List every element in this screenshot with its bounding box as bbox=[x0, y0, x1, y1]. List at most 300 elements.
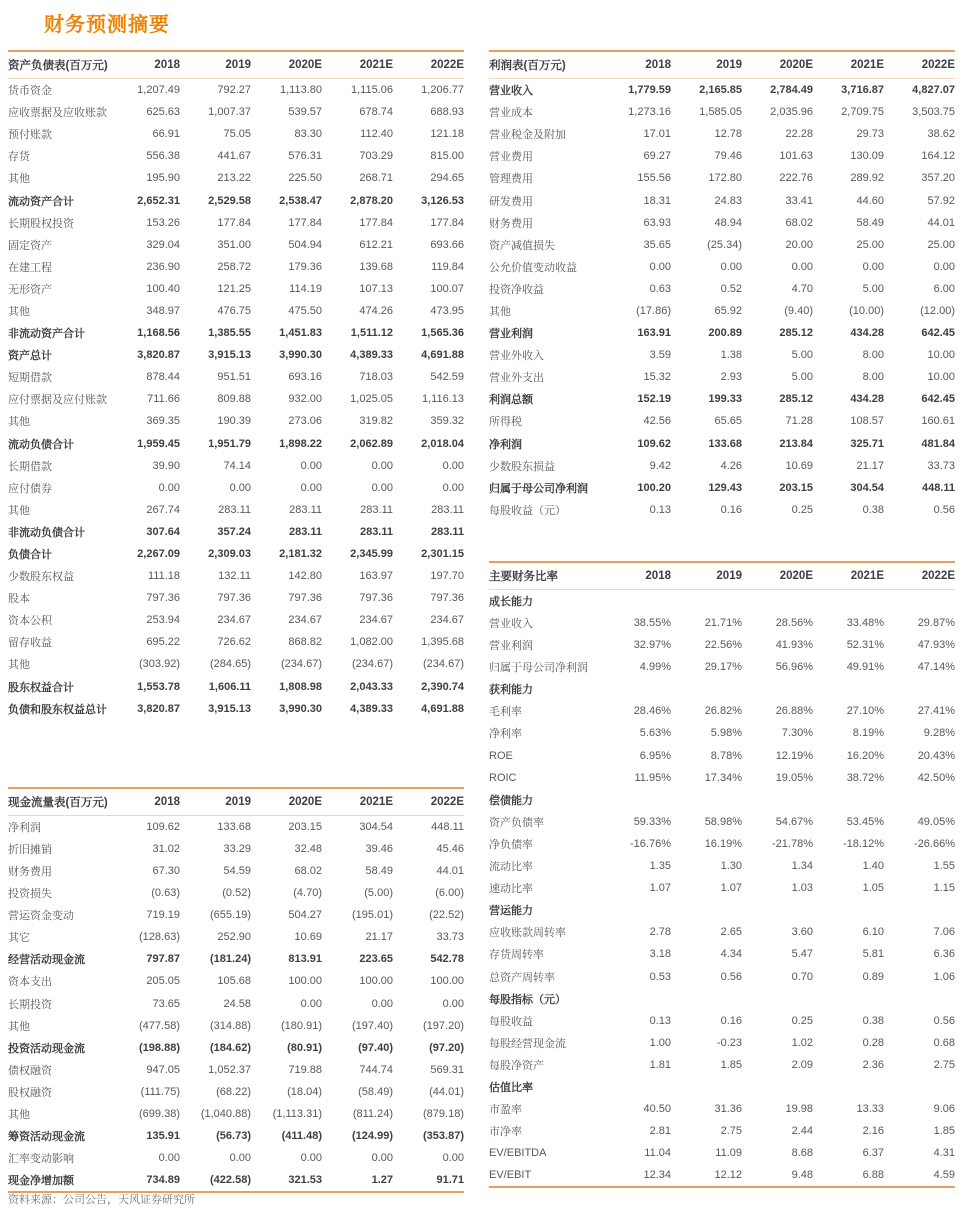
row-label: 筹资活动现金流 bbox=[8, 1131, 85, 1144]
cell-value: 236.90 bbox=[146, 260, 180, 273]
cell-value: 434.28 bbox=[850, 327, 884, 340]
cell-value: 1.02 bbox=[791, 1036, 813, 1049]
table-row bbox=[489, 612, 955, 634]
cell-value: 1,565.36 bbox=[421, 327, 464, 340]
cell-value: 1,951.79 bbox=[208, 437, 251, 450]
cell-value: 57.92 bbox=[927, 194, 955, 207]
table-row bbox=[8, 948, 464, 970]
cell-value: 0.00 bbox=[649, 260, 671, 273]
cell-value: 612.21 bbox=[359, 238, 393, 251]
cell-value: (181.24) bbox=[210, 953, 251, 966]
cell-value: 105.68 bbox=[217, 975, 251, 988]
cell-value: (128.63) bbox=[139, 931, 180, 944]
row-label: 偿债能力 bbox=[489, 794, 533, 807]
cell-value: 9.42 bbox=[649, 459, 671, 472]
cell-value: 4,389.33 bbox=[350, 349, 393, 362]
cell-value: -21.78% bbox=[772, 837, 813, 850]
cell-value: 153.26 bbox=[146, 216, 180, 229]
cell-value: 359.32 bbox=[430, 415, 464, 428]
row-label: ROIC bbox=[489, 771, 517, 784]
row-label: 毛利率 bbox=[489, 706, 522, 719]
cell-value: 947.05 bbox=[146, 1063, 180, 1076]
cell-value: 119.84 bbox=[431, 260, 464, 273]
cell-value: 726.62 bbox=[217, 636, 251, 649]
table-title: 资产负债表(百万元) bbox=[8, 60, 108, 72]
row-label: 股本 bbox=[8, 593, 30, 606]
cell-value: 2.36 bbox=[862, 1058, 884, 1071]
table-row bbox=[8, 587, 464, 609]
cell-value: 4.31 bbox=[933, 1147, 955, 1160]
cell-value: 1,385.55 bbox=[208, 327, 251, 340]
cell-value: 283.11 bbox=[359, 525, 393, 538]
right-column bbox=[489, 50, 955, 1188]
cell-value: 0.00 bbox=[300, 459, 322, 472]
cell-value: 1,273.16 bbox=[628, 106, 671, 119]
cell-value: 0.89 bbox=[862, 970, 884, 983]
cell-value: 0.00 bbox=[933, 260, 955, 273]
cell-value: 33.41 bbox=[785, 194, 813, 207]
cell-value: (477.58) bbox=[139, 1019, 180, 1032]
cell-value: 73.65 bbox=[152, 997, 180, 1010]
cell-value: 38.72% bbox=[846, 771, 884, 784]
cell-value: 25.00 bbox=[856, 238, 884, 251]
cell-value: 6.00 bbox=[933, 282, 955, 295]
cell-value: 1.38 bbox=[720, 349, 742, 362]
cell-value: 797.36 bbox=[430, 592, 464, 605]
table-header-row bbox=[8, 50, 464, 79]
cell-value: 65.92 bbox=[714, 304, 742, 317]
table-row bbox=[8, 565, 464, 587]
table-row bbox=[8, 838, 464, 860]
cell-value: 213.84 bbox=[779, 437, 813, 450]
row-label: EV/EBITDA bbox=[489, 1147, 547, 1160]
cell-value: 28.56% bbox=[775, 617, 813, 630]
cell-value: 319.82 bbox=[359, 415, 393, 428]
table-row bbox=[489, 833, 955, 855]
cell-value: 1.00 bbox=[649, 1036, 671, 1049]
cell-value: 38.62 bbox=[927, 128, 955, 141]
cell-value: 39.90 bbox=[152, 459, 180, 472]
row-label: 债权融资 bbox=[8, 1064, 52, 1077]
table-row bbox=[489, 189, 955, 211]
table-row bbox=[8, 455, 464, 477]
cell-value: 642.45 bbox=[921, 393, 955, 406]
cell-value: 5.47 bbox=[791, 948, 813, 961]
cell-value: 5.00 bbox=[791, 371, 813, 384]
cell-value: (97.20) bbox=[429, 1041, 464, 1054]
cell-value: (1,040.88) bbox=[200, 1107, 251, 1120]
cell-value: 0.13 bbox=[649, 503, 671, 516]
cell-value: 556.38 bbox=[146, 150, 180, 163]
cell-value: 1,511.12 bbox=[350, 327, 393, 340]
cell-value: 152.19 bbox=[637, 393, 671, 406]
cell-value: 1.85 bbox=[720, 1058, 742, 1071]
row-label: 投资净收益 bbox=[489, 283, 544, 296]
cell-value: 688.93 bbox=[430, 106, 464, 119]
cell-value: 203.15 bbox=[779, 481, 813, 494]
cell-value: 348.97 bbox=[146, 304, 180, 317]
financial-ratios-table bbox=[489, 561, 955, 1189]
cell-value: 21.17 bbox=[365, 931, 393, 944]
cell-value: 1,115.06 bbox=[350, 84, 393, 97]
table-row bbox=[8, 1125, 464, 1147]
cell-value: 0.63 bbox=[649, 282, 671, 295]
cell-value: 45.46 bbox=[436, 842, 464, 855]
table-row bbox=[489, 767, 955, 789]
cell-value: (68.22) bbox=[216, 1085, 251, 1098]
row-label: 财务费用 bbox=[8, 865, 52, 878]
cell-value: 1.05 bbox=[862, 882, 884, 895]
cell-value: 1.35 bbox=[649, 860, 671, 873]
cell-value: 1,025.05 bbox=[350, 393, 393, 406]
cell-value: 12.78 bbox=[714, 128, 742, 141]
cell-value: 711.66 bbox=[147, 393, 180, 406]
cell-value: 0.16 bbox=[720, 1014, 742, 1027]
cell-value: -0.23 bbox=[716, 1036, 742, 1049]
cell-value: 112.40 bbox=[360, 128, 393, 141]
cell-value: 38.55% bbox=[633, 617, 671, 630]
table-row bbox=[489, 1164, 955, 1186]
cell-value: 0.68 bbox=[933, 1036, 955, 1049]
cell-value: 473.95 bbox=[430, 304, 464, 317]
cell-value: 56.96% bbox=[775, 661, 813, 674]
cell-value: 0.00 bbox=[442, 1152, 464, 1165]
cell-value: 718.03 bbox=[359, 371, 393, 384]
cell-value: 0.56 bbox=[933, 1014, 955, 1027]
cell-value: 2,309.03 bbox=[208, 548, 251, 561]
cell-value: 3,503.75 bbox=[912, 106, 955, 119]
cell-value: 0.00 bbox=[158, 481, 180, 494]
year-header: 2019 bbox=[225, 59, 251, 71]
cell-value: 719.19 bbox=[146, 909, 180, 922]
cell-value: 797.36 bbox=[217, 592, 251, 605]
cell-value: 79.46 bbox=[714, 150, 742, 163]
cell-value: 1.30 bbox=[720, 860, 742, 873]
cell-value: 0.25 bbox=[791, 1014, 813, 1027]
cell-value: 6.36 bbox=[933, 948, 955, 961]
cell-value: 285.12 bbox=[779, 327, 813, 340]
balance-sheet-table bbox=[8, 50, 464, 720]
cell-value: 283.11 bbox=[431, 503, 464, 516]
year-header: 2022E bbox=[430, 59, 464, 71]
row-label: 研发费用 bbox=[489, 195, 533, 208]
cell-value: 2,181.32 bbox=[279, 548, 322, 561]
cell-value: 253.94 bbox=[146, 614, 180, 627]
cell-value: 0.00 bbox=[442, 997, 464, 1010]
table-row bbox=[489, 212, 955, 234]
cell-value: 199.33 bbox=[708, 393, 742, 406]
cell-value: 2,878.20 bbox=[350, 194, 393, 207]
cell-value: 2,784.49 bbox=[770, 84, 813, 97]
row-label: 归属于母公司净利润 bbox=[489, 662, 588, 675]
cell-value: 2.44 bbox=[791, 1125, 813, 1138]
cell-value: 474.26 bbox=[359, 304, 393, 317]
cell-value: 1,207.49 bbox=[137, 84, 180, 97]
cell-value: 1,052.37 bbox=[208, 1063, 251, 1076]
cell-value: 9.48 bbox=[791, 1169, 813, 1182]
cell-value: 100.00 bbox=[430, 975, 464, 988]
cell-value: 1,585.05 bbox=[699, 106, 742, 119]
cell-value: 3.18 bbox=[649, 948, 671, 961]
row-label: 预付账款 bbox=[8, 129, 52, 142]
table-row bbox=[489, 656, 955, 678]
cell-value: 0.00 bbox=[300, 997, 322, 1010]
table-row bbox=[489, 101, 955, 123]
cell-value: 2,529.58 bbox=[208, 194, 251, 207]
source-note: 资料来源：公司公告，天风证券研究所 bbox=[8, 1194, 195, 1206]
year-header: 2020E bbox=[779, 569, 813, 582]
cell-value: 2,062.89 bbox=[350, 437, 393, 450]
cell-value: 222.76 bbox=[779, 172, 813, 185]
row-label: 每股净资产 bbox=[489, 1059, 544, 1072]
table-row bbox=[489, 477, 955, 499]
year-header: 2021E bbox=[359, 795, 393, 808]
cell-value: 6.37 bbox=[862, 1147, 884, 1160]
cell-value: 6.88 bbox=[862, 1169, 884, 1182]
cell-value: 9.28% bbox=[923, 727, 955, 740]
row-label: 营业外收入 bbox=[489, 350, 544, 363]
cell-value: 329.04 bbox=[146, 238, 180, 251]
table-row bbox=[489, 877, 955, 899]
year-header: 2021E bbox=[850, 59, 884, 71]
cell-value: 0.00 bbox=[371, 997, 393, 1010]
row-label: 营业税金及附加 bbox=[489, 129, 566, 142]
table-row bbox=[489, 322, 955, 344]
cell-value: 42.50% bbox=[917, 771, 955, 784]
cell-value: (0.63) bbox=[151, 887, 180, 900]
section-header-row bbox=[489, 789, 955, 811]
cell-value: 4.59 bbox=[933, 1169, 955, 1182]
cell-value: 4,691.88 bbox=[421, 349, 464, 362]
cell-value: 273.06 bbox=[288, 415, 322, 428]
cell-value: 3,820.87 bbox=[137, 349, 180, 362]
row-label: 长期股权投资 bbox=[8, 217, 74, 230]
cell-value: (234.67) bbox=[423, 658, 464, 671]
table-title: 现金流量表(百万元) bbox=[8, 796, 108, 809]
cell-value: 539.57 bbox=[288, 106, 322, 119]
row-label: 利润总额 bbox=[489, 394, 533, 407]
cell-value: 19.98 bbox=[785, 1103, 813, 1116]
cell-value: (124.99) bbox=[352, 1130, 393, 1143]
cell-value: 2,390.74 bbox=[421, 680, 464, 693]
cell-value: 1,959.45 bbox=[137, 437, 180, 450]
row-label: 应收账款周转率 bbox=[489, 927, 566, 940]
year-header: 2019 bbox=[716, 569, 742, 582]
cell-value: (197.40) bbox=[352, 1019, 393, 1032]
year-header: 2019 bbox=[716, 59, 742, 71]
cell-value: 27.10% bbox=[846, 705, 884, 718]
table-row bbox=[489, 1142, 955, 1164]
table-row bbox=[8, 521, 464, 543]
cell-value: 0.38 bbox=[862, 1014, 884, 1027]
cell-value: 1,779.59 bbox=[628, 84, 671, 97]
cell-value: 693.16 bbox=[288, 371, 322, 384]
page-title: 财务预测摘要 bbox=[44, 14, 170, 36]
cell-value: (9.40) bbox=[784, 304, 813, 317]
row-label: 市净率 bbox=[489, 1126, 522, 1139]
row-label: 所得税 bbox=[489, 416, 522, 429]
table-row bbox=[8, 433, 464, 455]
row-label: 财务费用 bbox=[489, 217, 533, 230]
table-row bbox=[8, 344, 464, 366]
row-label: 其他 bbox=[8, 305, 30, 318]
cell-value: 58.49 bbox=[365, 864, 393, 877]
cell-value: 0.00 bbox=[371, 1152, 393, 1165]
cell-value: (811.24) bbox=[352, 1107, 393, 1120]
cell-value: 734.89 bbox=[146, 1174, 180, 1187]
cell-value: 135.91 bbox=[146, 1130, 180, 1143]
cell-value: 357.20 bbox=[921, 172, 955, 185]
table-row bbox=[8, 234, 464, 256]
cell-value: 0.00 bbox=[371, 481, 393, 494]
cell-value: 29.87% bbox=[917, 617, 955, 630]
table-row bbox=[489, 300, 955, 322]
table-row bbox=[489, 634, 955, 656]
cell-value: 1.55 bbox=[933, 860, 955, 873]
cell-value: 3,820.87 bbox=[137, 702, 180, 715]
table-row bbox=[489, 1054, 955, 1076]
cell-value: 58.98% bbox=[704, 815, 742, 828]
table-row bbox=[489, 234, 955, 256]
row-label: 长期投资 bbox=[8, 998, 52, 1011]
cell-value: 1.03 bbox=[791, 882, 813, 895]
table-row bbox=[8, 366, 464, 388]
cell-value: 1,606.11 bbox=[208, 680, 251, 693]
cell-value: 3,126.53 bbox=[421, 194, 464, 207]
cell-value: 16.20% bbox=[846, 749, 884, 762]
cell-value: 878.44 bbox=[146, 371, 180, 384]
cell-value: 0.53 bbox=[649, 970, 671, 983]
row-label: 获利能力 bbox=[489, 684, 533, 697]
cell-value: 268.71 bbox=[359, 172, 393, 185]
cell-value: 258.72 bbox=[217, 260, 251, 273]
cell-value: (284.65) bbox=[210, 658, 251, 671]
row-label: 每股收益 bbox=[489, 1015, 533, 1028]
cell-value: 357.24 bbox=[217, 525, 251, 538]
cell-value: 0.16 bbox=[720, 503, 742, 516]
cell-value: (197.20) bbox=[423, 1019, 464, 1032]
row-label: 管理费用 bbox=[489, 173, 533, 186]
row-label: 营业收入 bbox=[489, 618, 533, 631]
cell-value: 109.62 bbox=[146, 820, 180, 833]
cell-value: (56.73) bbox=[216, 1130, 251, 1143]
cell-value: 307.64 bbox=[146, 525, 180, 538]
cell-value: 31.36 bbox=[714, 1103, 742, 1116]
cell-value: 693.66 bbox=[430, 238, 464, 251]
cell-value: 1,168.56 bbox=[137, 327, 180, 340]
table-row bbox=[489, 811, 955, 833]
cell-value: (25.34) bbox=[707, 238, 742, 251]
table-row bbox=[8, 816, 464, 838]
cell-value: 369.35 bbox=[146, 415, 180, 428]
cell-value: 294.65 bbox=[430, 172, 464, 185]
year-header: 2020E bbox=[288, 59, 322, 71]
cell-value: (80.91) bbox=[287, 1041, 322, 1054]
cell-value: 2.93 bbox=[720, 371, 742, 384]
cell-value: 642.45 bbox=[921, 327, 955, 340]
cell-value: (411.48) bbox=[281, 1130, 322, 1143]
cell-value: 52.31% bbox=[846, 639, 884, 652]
cell-value: 68.02 bbox=[785, 216, 813, 229]
cell-value: 2,538.47 bbox=[279, 194, 322, 207]
cell-value: 49.05% bbox=[917, 815, 955, 828]
year-header: 2019 bbox=[225, 795, 251, 808]
cell-value: 0.00 bbox=[442, 481, 464, 494]
cell-value: 177.84 bbox=[359, 216, 393, 229]
cell-value: 33.29 bbox=[223, 842, 251, 855]
cell-value: 32.97% bbox=[633, 639, 671, 652]
cell-value: 26.82% bbox=[704, 705, 742, 718]
cell-value: 1.85 bbox=[933, 1125, 955, 1138]
table-row bbox=[8, 388, 464, 410]
cell-value: 4.99% bbox=[639, 661, 671, 674]
cell-value: 163.97 bbox=[359, 570, 393, 583]
cell-value: 434.28 bbox=[850, 393, 884, 406]
cell-value: (44.01) bbox=[429, 1085, 464, 1098]
cell-value: 0.00 bbox=[229, 1152, 251, 1165]
cell-value: 47.93% bbox=[917, 639, 955, 652]
cell-value: 8.78% bbox=[710, 749, 742, 762]
cell-value: 234.67 bbox=[288, 614, 322, 627]
cell-value: 0.38 bbox=[862, 503, 884, 516]
cell-value: 59.33% bbox=[633, 815, 671, 828]
year-header: 2021E bbox=[850, 569, 884, 582]
cell-value: 114.19 bbox=[289, 282, 322, 295]
cell-value: 21.17 bbox=[856, 459, 884, 472]
cell-value: 5.63% bbox=[639, 727, 671, 740]
cell-value: 3,990.30 bbox=[279, 702, 322, 715]
row-label: 股东权益合计 bbox=[8, 681, 74, 694]
cell-value: 4,691.88 bbox=[421, 702, 464, 715]
cell-value: 283.11 bbox=[289, 503, 322, 516]
row-label: 营业利润 bbox=[489, 328, 533, 341]
row-label: 留存收益 bbox=[8, 637, 52, 650]
row-label: 每股指标（元） bbox=[489, 993, 566, 1006]
cell-value: 179.36 bbox=[288, 260, 322, 273]
cell-value: 283.11 bbox=[218, 503, 251, 516]
cell-value: 3.59 bbox=[649, 349, 671, 362]
cell-value: 2,345.99 bbox=[350, 548, 393, 561]
table-row bbox=[8, 904, 464, 926]
table-row bbox=[8, 1059, 464, 1081]
cell-value: 177.84 bbox=[430, 216, 464, 229]
row-label: 现金净增加额 bbox=[8, 1175, 74, 1188]
year-header: 2020E bbox=[288, 795, 322, 808]
row-label: 在建工程 bbox=[8, 261, 52, 274]
cell-value: 29.73 bbox=[856, 128, 884, 141]
row-label: 公允价值变动收益 bbox=[489, 261, 577, 274]
cell-value: 71.28 bbox=[785, 415, 813, 428]
cell-value: 285.12 bbox=[779, 393, 813, 406]
cell-value: 625.63 bbox=[146, 106, 180, 119]
cell-value: 8.19% bbox=[852, 727, 884, 740]
cell-value: 0.52 bbox=[720, 282, 742, 295]
cell-value: 32.48 bbox=[294, 842, 322, 855]
table-header-row bbox=[489, 50, 955, 79]
row-label: 固定资产 bbox=[8, 239, 52, 252]
cell-value: 1.06 bbox=[933, 970, 955, 983]
cell-value: 321.53 bbox=[288, 1174, 322, 1187]
cell-value: 815.00 bbox=[430, 150, 464, 163]
cell-value: 5.81 bbox=[862, 948, 884, 961]
cell-value: 1,206.77 bbox=[421, 84, 464, 97]
table-row bbox=[489, 1120, 955, 1142]
cell-value: 190.39 bbox=[217, 415, 251, 428]
cell-value: 75.05 bbox=[223, 128, 251, 141]
cell-value: 13.33 bbox=[856, 1103, 884, 1116]
cell-value: 0.56 bbox=[933, 503, 955, 516]
cell-value: 44.01 bbox=[436, 864, 464, 877]
